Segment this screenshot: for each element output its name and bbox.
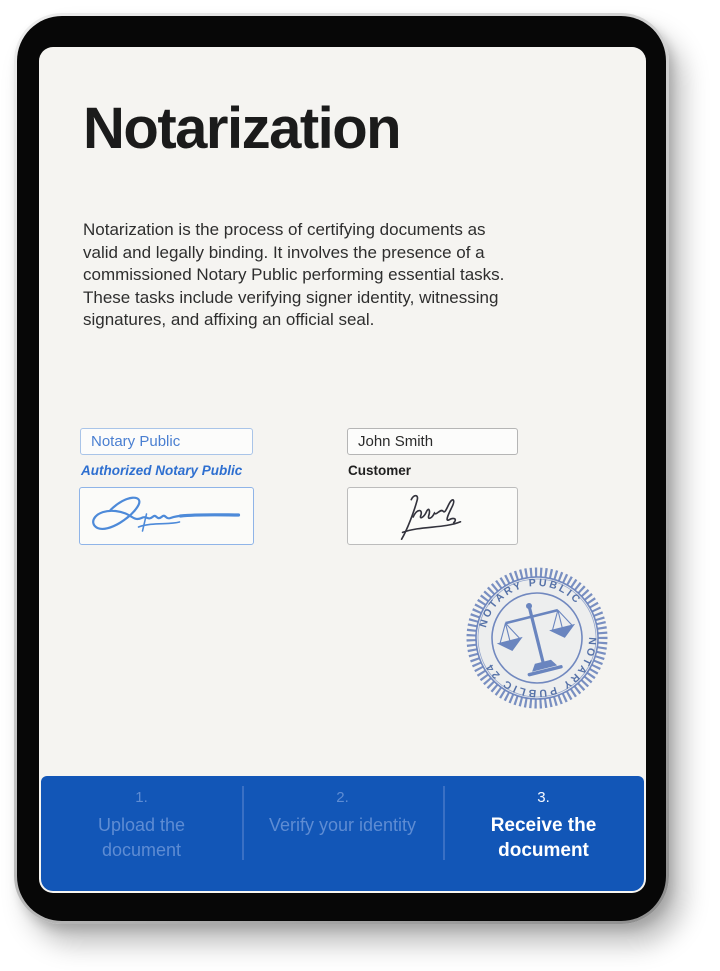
step-number: 2. bbox=[336, 789, 349, 806]
customer-name-field[interactable] bbox=[347, 428, 518, 455]
step-divider bbox=[443, 786, 445, 860]
notary-seal-stamp-icon bbox=[446, 547, 628, 729]
customer-signature-icon bbox=[348, 488, 517, 544]
seal-top-text: NOTARY PUBLIC bbox=[477, 576, 584, 629]
notary-role-label: Authorized Notary Public bbox=[81, 463, 243, 478]
step-label: Receive the document bbox=[490, 815, 597, 861]
step-label: Verify your identity bbox=[268, 815, 417, 835]
step-verify-identity[interactable] bbox=[242, 776, 443, 891]
tablet-device-frame bbox=[14, 13, 669, 924]
progress-step-bar bbox=[41, 776, 644, 891]
step-number: 1. bbox=[135, 789, 148, 806]
step-receive-document[interactable] bbox=[443, 776, 644, 891]
step-upload-document[interactable] bbox=[41, 776, 242, 891]
step-number: 3. bbox=[537, 789, 550, 806]
description-text: Notarization is the process of certifying documents as valid and legally binding. It involves the presence of a commissioned Notary Public performing essential tasks. These tasks include verifying signer identity, witnessing signatures, and affixing an official seal. bbox=[83, 220, 505, 329]
tablet-screen bbox=[39, 47, 646, 893]
customer-role-label: Customer bbox=[348, 463, 412, 478]
step-label: Upload the document bbox=[97, 815, 186, 860]
step-divider bbox=[242, 786, 244, 860]
customer-signature-pad[interactable] bbox=[347, 487, 518, 545]
notary-signature-icon bbox=[80, 488, 253, 544]
tablet-bezel bbox=[17, 16, 666, 921]
page-title: Notarization bbox=[83, 96, 401, 161]
seal-bottom-text: NOTARY PUBLIC 24 bbox=[482, 636, 599, 700]
notary-signature-pad[interactable] bbox=[79, 487, 254, 545]
notary-name-field[interactable] bbox=[80, 428, 253, 455]
